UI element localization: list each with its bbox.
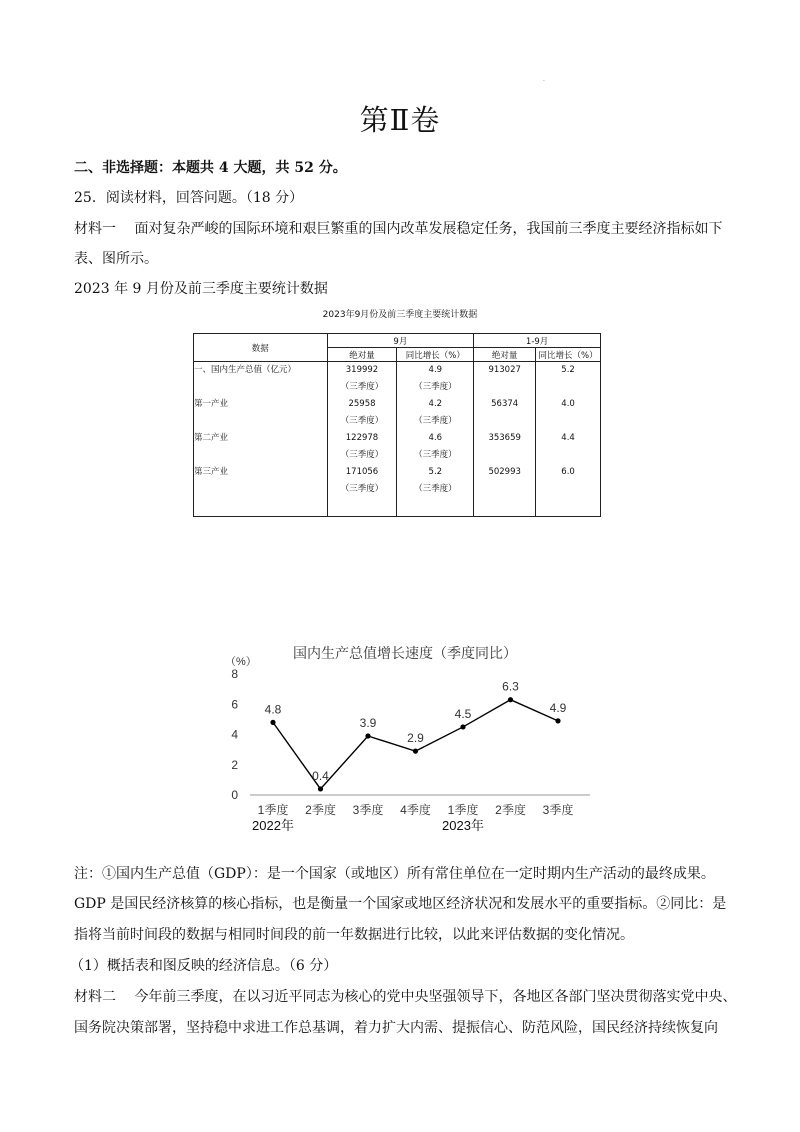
col-sep-abs	[327, 362, 397, 517]
data-point	[555, 718, 560, 723]
gdp-growth-chart	[220, 638, 600, 838]
x-tick-label: 2季度	[495, 803, 526, 817]
table-cell: 4.4	[561, 433, 575, 443]
section-heading: 二、非选择题：本题共 4 大题，共 52 分。	[74, 160, 347, 176]
data-label: 3.9	[359, 716, 377, 731]
table-cell: 4.0	[561, 399, 575, 409]
row-label-primary: 第一产业	[194, 399, 229, 409]
y-tick-label: 4	[231, 727, 238, 742]
y-tick-label: 2	[231, 757, 238, 772]
x-tick-label: 4季度	[400, 803, 431, 817]
material2-line1: 材料二 今年前三季度，在以习近平同志为核心的党中央坚强领导下，各地区各部门坚决贯彻落实党中央、	[74, 989, 737, 1005]
data-label: 6.3	[502, 679, 519, 694]
table-cell: 913027	[488, 365, 521, 375]
table-cell: （三季度）	[340, 484, 384, 494]
table-cell: 4.6	[428, 433, 443, 443]
table-cell: （三季度）	[414, 450, 457, 460]
chart-marks	[265, 680, 567, 792]
row-label-gdp: 一、国内生产总值（亿元）	[194, 365, 297, 375]
table-cell: （三季度）	[340, 450, 384, 460]
col-ytd-abs	[474, 362, 536, 517]
stats-table	[193, 333, 601, 517]
table-cell: 56374	[491, 399, 519, 409]
header-data: 数据	[194, 334, 328, 362]
data-point	[318, 786, 323, 791]
header-growth-sep: 同比增长（%）	[397, 348, 474, 362]
data-label: 4.8	[264, 702, 282, 717]
data-label: 0.4	[312, 768, 329, 783]
x-tick-label: 1季度	[257, 803, 289, 817]
table-cell: 319992	[345, 365, 379, 375]
table-cell: 502993	[488, 467, 521, 477]
y-tick-label: 6	[231, 697, 238, 712]
data-point	[413, 749, 418, 754]
col-sep-growth	[397, 362, 474, 517]
y-tick-label: 8	[231, 667, 238, 681]
page-title: 第Ⅱ卷	[359, 103, 441, 137]
table-cell: （三季度）	[414, 484, 457, 494]
header-growth-ytd: 同比增长（%）	[536, 348, 601, 362]
subquestion-1: （1）概括表和图反映的经济信息。（6 分）	[70, 958, 338, 974]
data-label: 2.9	[407, 731, 424, 746]
note-line3: 指将当前时间段的数据与相同时间段的前一年数据进行比较，以此来评估数据的变化情况。	[74, 927, 634, 943]
table-cell: 4.2	[428, 399, 443, 409]
row-label-tertiary: 第三产业	[194, 467, 229, 477]
table-cell: （三季度）	[340, 382, 384, 392]
y-tick-label: 0	[231, 788, 238, 802]
chart-ylabel: （%）	[225, 656, 257, 668]
table-title-line: 2023 年 9 月份及前三季度主要统计数据	[74, 281, 328, 297]
header-jan-sep: 1-9月	[474, 334, 601, 348]
x-tick-label: 3季度	[352, 803, 384, 817]
table-cell: 122978	[345, 433, 379, 443]
col-ytd-growth	[536, 362, 601, 517]
header-september: 9月	[327, 334, 474, 348]
data-point	[508, 697, 513, 702]
table-cell: 6.0	[561, 467, 575, 477]
x-tick-label: 2季度	[305, 803, 336, 817]
data-label: 4.9	[549, 700, 567, 715]
data-point	[460, 724, 465, 729]
material1-line1: 材料一 面对复杂严峻的国际环境和艰巨繁重的国内改革发展稳定任务，我国前三季度主要经济指标如下	[74, 221, 723, 237]
corner-mark: ·	[543, 78, 545, 85]
table-cell: 25958	[348, 399, 376, 409]
note-line1: 注：①国内生产总值（GDP）：是一个国家（或地区）所有常住单位在一定时期内生产活动的最终成果。	[74, 866, 715, 882]
data-point	[365, 733, 370, 738]
x-tick-label: 3季度	[542, 803, 574, 817]
data-point	[270, 720, 275, 725]
table-cell: 5.2	[428, 467, 443, 477]
material2-line2: 国务院决策部署，坚持稳中求进工作总基调，着力扩大内需、提振信心、防范风险，国民经济持续恢复向	[74, 1020, 718, 1036]
material1-line2: 表、图所示。	[74, 251, 158, 267]
table-cell: 171056	[345, 467, 379, 477]
year-label: 2023年	[442, 818, 484, 833]
question-25: 25．阅读材料，回答问题。（18 分）	[74, 190, 304, 206]
x-tick-label: 1季度	[447, 803, 479, 817]
table-cell: 353659	[488, 433, 521, 443]
note-line2: GDP 是国民经济核算的核心指标，也是衡量一个国家或地区经济状况和发展水平的重要指标。②同比：是	[74, 896, 727, 912]
table-cell: （三季度）	[340, 416, 384, 426]
year-label: 2022年	[252, 818, 294, 833]
data-label: 4.5	[454, 706, 472, 721]
table-cell: 4.9	[428, 365, 443, 375]
table-cell: （三季度）	[414, 382, 457, 392]
table-cell: 5.2	[561, 365, 575, 375]
header-abs-ytd: 绝对量	[474, 348, 536, 362]
table-caption: 2023年9月份及前三季度主要统计数据	[322, 310, 478, 320]
chart-title: 国内生产总值增长速度（季度同比）	[293, 645, 517, 661]
table-cell: （三季度）	[414, 416, 457, 426]
header-abs-sep: 绝对量	[327, 348, 397, 362]
row-label-secondary: 第二产业	[194, 433, 229, 443]
row-labels-cell	[194, 362, 328, 517]
